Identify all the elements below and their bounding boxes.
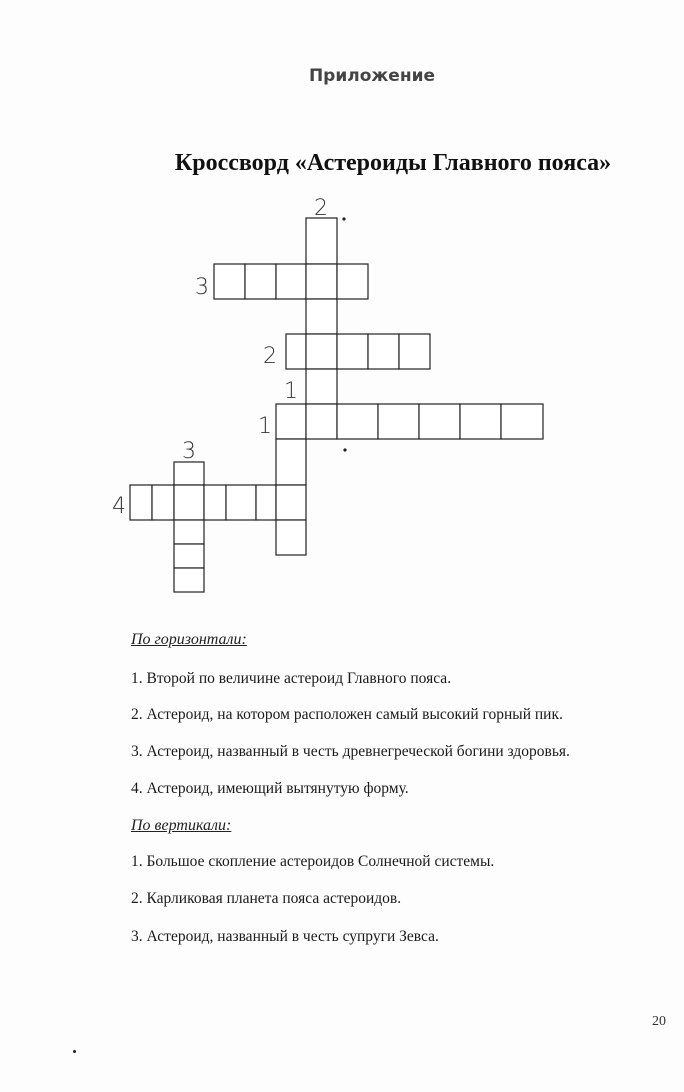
crossword-cell[interactable] xyxy=(276,520,306,555)
horizontal-clue-4: 4. Астероид, имеющий вытянутую форму. xyxy=(131,780,409,797)
vertical-clue-2: 2. Карликовая планета пояса астероидов. xyxy=(131,890,402,907)
crossword-cell[interactable] xyxy=(256,485,276,520)
vertical-clues-header: По вертикали: xyxy=(131,817,232,834)
grid-label-vertical-3: 3 xyxy=(182,439,196,464)
crossword-cell[interactable] xyxy=(152,485,174,520)
crossword-cell[interactable] xyxy=(286,334,306,369)
crossword-cell[interactable] xyxy=(174,520,204,544)
horizontal-clue-2: 2. Астероид, на котором расположен самый высокий горный пик. xyxy=(131,706,563,723)
crossword-cell[interactable] xyxy=(306,218,337,264)
crossword-title: Кроссворд «Астероиды Главного пояса» xyxy=(174,150,612,176)
crossword-cell[interactable] xyxy=(276,485,306,520)
crossword-cell[interactable] xyxy=(337,404,378,439)
ink-dot xyxy=(73,1050,76,1053)
ink-dot xyxy=(343,448,346,451)
crossword-cell[interactable] xyxy=(174,462,204,485)
crossword-cell[interactable] xyxy=(399,334,430,369)
crossword-cell[interactable] xyxy=(226,485,256,520)
crossword-cell[interactable] xyxy=(368,334,399,369)
grid-label-horizontal-1: 1 xyxy=(258,414,272,439)
appendix-label: Приложение xyxy=(308,66,436,86)
crossword-cell[interactable] xyxy=(276,439,306,485)
vertical-clue-1: 1. Большое скопление астероидов Солнечной системы. xyxy=(131,853,495,870)
crossword-cell[interactable] xyxy=(276,264,306,299)
page-number: 20 xyxy=(652,1014,666,1029)
ink-dot xyxy=(342,217,345,220)
crossword-cell[interactable] xyxy=(306,264,337,299)
crossword-cell[interactable] xyxy=(174,485,204,520)
horizontal-clue-3: 3. Астероид, названный в честь древнегреческой богини здоровья. xyxy=(131,743,570,760)
grid-label-vertical-2: 2 xyxy=(314,196,328,221)
crossword-cell[interactable] xyxy=(378,404,419,439)
crossword-cell[interactable] xyxy=(501,404,543,439)
crossword-cell[interactable] xyxy=(460,404,501,439)
crossword-cell[interactable] xyxy=(214,264,245,299)
crossword-cell[interactable] xyxy=(306,369,337,404)
grid-label-vertical-1: 1 xyxy=(284,379,298,404)
crossword-cell[interactable] xyxy=(276,404,306,439)
crossword-cell[interactable] xyxy=(306,299,337,334)
vertical-clue-3: 3. Астероид, названный в честь супруги Зевса. xyxy=(131,928,439,945)
crossword-cell[interactable] xyxy=(130,485,152,520)
crossword-cell[interactable] xyxy=(337,264,368,299)
crossword-cell[interactable] xyxy=(204,485,226,520)
crossword-cell[interactable] xyxy=(419,404,460,439)
crossword-cell[interactable] xyxy=(245,264,276,299)
crossword-cell[interactable] xyxy=(306,334,337,369)
crossword-grid xyxy=(0,185,684,605)
grid-label-horizontal-2: 2 xyxy=(263,344,277,369)
crossword-cell[interactable] xyxy=(174,568,204,592)
horizontal-clue-1: 1. Второй по величине астероид Главного пояса. xyxy=(131,670,452,687)
crossword-cell[interactable] xyxy=(337,334,368,369)
crossword-cell[interactable] xyxy=(174,544,204,568)
grid-label-horizontal-4: 4 xyxy=(112,494,126,519)
grid-label-horizontal-3: 3 xyxy=(195,275,209,300)
crossword-cell[interactable] xyxy=(306,404,337,439)
horizontal-clues-header: По горизонтали: xyxy=(131,631,247,648)
